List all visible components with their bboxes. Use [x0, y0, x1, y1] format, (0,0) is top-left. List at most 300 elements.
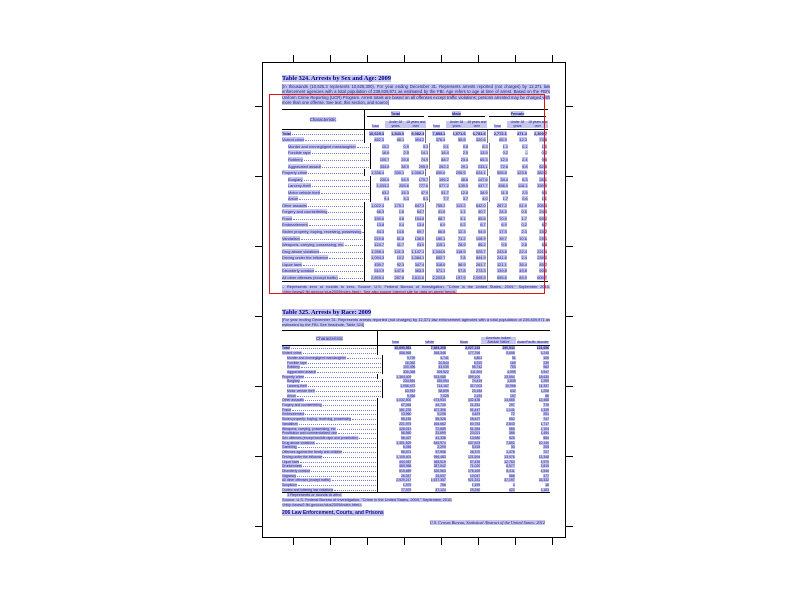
table325-row-label	[282, 394, 382, 398]
dot-leader	[298, 485, 376, 486]
table324-cell-value: 9.6	[501, 242, 507, 248]
table324-cell-value: 63.2	[381, 189, 390, 195]
table325-cell-value: 3,947	[540, 369, 550, 374]
document-page	[263, 63, 565, 537]
table325-cell-value: 23,021	[469, 431, 481, 436]
table324-cell-value: 38.9	[401, 163, 409, 169]
table325-row-label-text: Violent crime	[282, 351, 302, 356]
table325-cell-value: 2,929,217	[396, 478, 412, 483]
tick-mark-right	[566, 106, 573, 107]
table324-cell-value: 31.7	[396, 242, 405, 248]
table324-cell-value: 330.1	[394, 170, 405, 176]
table324-cell-value: 54.9	[401, 176, 409, 182]
dot-leader	[297, 396, 381, 397]
table325-cell-value: 422	[508, 487, 515, 492]
characteristic-header	[282, 331, 377, 345]
table325-cell-value: 77,979	[401, 487, 412, 492]
table325-cell-value: 330,368	[403, 369, 416, 374]
table324-cell-value: 66.8	[437, 228, 446, 234]
dot-leader	[347, 358, 381, 359]
table324-cell-value: 28.9	[457, 242, 466, 248]
dot-leader	[299, 424, 376, 425]
dot-leader	[297, 476, 376, 477]
table324-cell-value: 577.2	[439, 183, 449, 189]
tick-mark-left	[255, 316, 262, 317]
table324-cell-value: 175.1	[394, 202, 405, 208]
page-footer-source-text: U.S. Census Bureau, Statistical Abstract of the United States: 2012	[429, 520, 545, 525]
table324-cell-value: 81.8	[396, 235, 405, 241]
table324-cell-value: 25.8	[401, 156, 409, 162]
table325-row-label-text: Embezzlement	[282, 412, 305, 417]
table325-row-label	[282, 460, 377, 464]
table324-cell-value: 320.6	[475, 137, 486, 143]
table324-cell-value: 9.4	[384, 196, 390, 202]
table325-row-label	[282, 483, 377, 487]
table324-cell-value: 0.9	[403, 143, 409, 149]
table324-cell-value: 605.7	[537, 274, 547, 280]
table325-row-label-text: Property crime	[282, 374, 305, 379]
dot-leader	[338, 433, 376, 434]
table325-cell-value: 121,594	[467, 454, 481, 459]
tick-mark-bottom	[552, 538, 553, 545]
table324-cell-value: 852.7	[435, 255, 446, 261]
table324-cell-value: 85.7	[539, 261, 547, 267]
table324-cell-value: 12.0	[500, 156, 509, 162]
table325-cell-value: 72,689	[435, 426, 446, 431]
table325-cell-value: 456,965	[399, 351, 412, 356]
table325-row-label	[282, 417, 377, 421]
figure-frame	[262, 62, 566, 538]
table325-footnotes	[282, 493, 552, 508]
page-footer-section	[282, 510, 384, 516]
table324-cell-value: 6.7	[541, 222, 547, 228]
table325-cell-value: 56,427	[401, 436, 412, 441]
table325-cell-value: 845,974	[433, 440, 446, 445]
table324-cell-value: 65.3	[480, 156, 488, 162]
table324-cell-value: 47.9	[420, 189, 429, 195]
table324-row-label-text: Robbery	[288, 156, 303, 162]
table325-cell-value: 44,730	[435, 402, 446, 407]
table325-cell-value: 756	[440, 483, 446, 488]
table325-row-label-text: Burglary	[287, 379, 300, 384]
table324-cell-value: 0.2	[502, 150, 509, 156]
table325-cell-value: 10,047	[469, 473, 481, 478]
table324-cell-value: 13.8	[376, 222, 385, 228]
dot-leader	[298, 447, 376, 448]
table324-cell-value: 64.7	[416, 209, 425, 215]
table325-cell-value: 177	[543, 473, 550, 478]
table325-cell-value: 55,742	[471, 365, 483, 370]
table324-cell-value: 16.6	[381, 150, 390, 156]
table325-row-label-text: Aggravated assault	[287, 369, 317, 374]
table325-row-label	[282, 441, 377, 445]
table325-cell-value: 26,347	[401, 473, 412, 478]
table325-cell-value: 33,332	[538, 478, 550, 483]
table325-cell-value: 16,362	[405, 360, 416, 365]
table324-cell-value: 118.9	[456, 248, 466, 254]
tick-mark-left	[255, 246, 262, 247]
table325-cell-value: 161,233	[399, 407, 412, 412]
table325-cell-value: 2,194	[473, 393, 483, 398]
table325-cell-value: 1,937,357	[430, 478, 446, 483]
table324-cell-value: 38.9	[480, 189, 488, 195]
table324-row-label-text: Weapons; carrying, possessing, etc.	[282, 242, 345, 248]
table324-cell-value: 89.9	[519, 274, 527, 280]
table325-cell-value: 50,753	[469, 421, 481, 426]
table324-cell-value: 72.6	[500, 163, 509, 169]
table325-cell	[412, 488, 446, 493]
table324-cell-value: 241.6	[497, 255, 507, 261]
table324-cell-value: 1,033.2	[376, 183, 390, 189]
dot-leader	[291, 348, 376, 349]
table324-cell-value: 1,543.0	[391, 130, 405, 136]
table324-cell-value: 40.7	[478, 209, 486, 215]
table325-title	[282, 309, 371, 317]
table324-cell-value: 159.6	[374, 215, 385, 221]
table324-cell-value: 2,772.1	[493, 130, 507, 136]
table324-cell-value: 777.6	[418, 183, 429, 189]
page-footer-source	[430, 520, 545, 525]
table324-row-label-text: Drug abuse violations	[282, 248, 320, 254]
table324-cell-value: 1,288.4	[371, 248, 385, 254]
table325-row-label	[282, 370, 382, 374]
table325-cell-value: 1,975	[402, 483, 412, 488]
table324-cell-value: 55.8	[457, 137, 466, 143]
table325-cell-value: 747	[543, 417, 550, 422]
table324-cell-value: 69.2	[539, 215, 547, 221]
table-325-arrests-by-race	[282, 330, 550, 493]
table325-cell-value: 4,970	[540, 459, 550, 464]
table324-cell-value: 3.1	[460, 215, 466, 221]
table324-cell-value: 74.9	[420, 156, 429, 162]
table324-cell-value: 0.4	[398, 222, 405, 228]
group-header-text: Male	[452, 111, 461, 117]
table325-cell-value: 13,348	[538, 454, 550, 459]
table324-row-label-text: Aggravated assault	[288, 163, 322, 169]
table325-cell-value: 727	[543, 450, 550, 455]
table325-cell-value: 3,027,153	[465, 346, 481, 351]
table324-cell-value: 17.5	[499, 228, 507, 234]
table324-cell-value: 121.1	[497, 261, 507, 267]
table325-cell-value: 85,154	[401, 417, 412, 422]
sub-header-text: Under 18 years	[385, 121, 405, 128]
table324-cell-value: 695.6	[497, 274, 507, 280]
table324-cell-value: 11.5	[500, 189, 509, 195]
dot-leader	[317, 372, 381, 373]
table325-cell-value: 71,020	[469, 464, 481, 469]
table324-cell-value: 0.8	[462, 143, 469, 149]
table324-cell-value: 90.0	[539, 268, 547, 274]
table324-cell-value: 86.2	[478, 242, 486, 248]
table325-cell-value: 74,419	[471, 379, 483, 384]
table324-cell-value: 2,899.4	[371, 274, 385, 280]
table324-cell-value: 1.1	[541, 196, 547, 202]
table324-row-label-text: Driving under the influence	[282, 255, 329, 261]
table324-cell-value: 92.3	[396, 261, 405, 267]
table324-cell-value: 51.7	[441, 189, 449, 195]
table324-cell-value: 139.5	[458, 183, 469, 189]
table325-cell-value: 444,087	[399, 459, 412, 464]
table324-cell-value: 124.7	[374, 242, 385, 248]
tick-mark-right	[566, 386, 573, 387]
table324-cell-value: 462.3	[374, 137, 385, 143]
table324-row-label-text: Stolen property; buying, receiving, possessing	[282, 228, 362, 234]
table325-cell-value: 437,623	[467, 440, 481, 445]
table325-row-label	[282, 375, 377, 379]
table325-row-label	[282, 384, 382, 388]
sub-header-text: 18 years and over	[467, 120, 487, 128]
table324-cell-value: 12.3	[519, 137, 527, 143]
table325-cell-value: 1,339	[540, 407, 550, 412]
column-header	[481, 331, 515, 345]
table324-cell-value: 1,094.3	[371, 255, 385, 261]
table325-cell-value: 91	[511, 355, 516, 360]
table324-row-label-text: All other offenses (except traffic)	[282, 274, 338, 280]
table324-cell-value: 0.6	[522, 196, 528, 202]
column-header	[412, 331, 446, 345]
table325-row-label	[282, 464, 377, 468]
dot-leader	[311, 471, 376, 472]
table325-row-label-text: Motor vehicle theft	[287, 388, 315, 393]
table324-cell-value: 1,147.1	[411, 248, 425, 254]
table325-cell-value: 10,690,561	[394, 346, 412, 351]
table324-cell-value: 13.9	[480, 150, 488, 156]
table324-cell-value: 7,853.2	[432, 130, 446, 136]
table324-row-label-text: Forcible rape	[288, 150, 311, 156]
table325-row-label-text: Fraud	[282, 407, 291, 412]
table325-cell-value: 1,454	[540, 431, 550, 436]
table325-cell-value: 51,354	[469, 426, 481, 431]
table325-cell-value: 2,843	[506, 421, 515, 426]
table324-cell-value: 363.3	[414, 268, 425, 274]
table324-cell-value: 10.2	[381, 143, 390, 149]
table325-cell-value: 297	[508, 402, 515, 407]
table325-row-label	[282, 422, 377, 426]
table324-cell-value: 5.1	[422, 196, 429, 202]
footnote-line-text: Source: U.S. Federal Bureau of Investigation, "Crime in the United States, 2009," September 2010,	[282, 497, 453, 502]
table325-row-label	[282, 389, 382, 393]
sub-header-text: Under 18 years	[446, 121, 466, 128]
table325-cell-value: 57,996	[435, 450, 446, 455]
table324-cell-value: 12.8	[460, 189, 469, 195]
tick-mark-right	[566, 246, 573, 247]
table324-cell-value: 108.9	[475, 235, 486, 241]
footnote-line	[282, 503, 552, 508]
table325-cell-value: 23,184	[471, 388, 483, 393]
table324-cell-value: 255.6	[399, 183, 409, 189]
table325-row-label-text: Vandalism	[282, 421, 298, 426]
tick-mark-right	[566, 526, 573, 527]
table324-row-label-text: Burglary	[288, 176, 303, 182]
table324-cell-value: 205.3	[537, 202, 547, 208]
column-header	[447, 331, 481, 345]
table325-row-label-text: Forcible rape	[287, 360, 307, 365]
table324-cell-value: 0.2	[541, 150, 547, 156]
table325-row-label-text: Robbery	[287, 365, 300, 370]
table325-cell-value: 18,630	[538, 374, 550, 379]
table324-cell-value: 755.2	[435, 202, 446, 208]
table324-cell-value: 2.5	[462, 150, 469, 156]
table325-row-label	[282, 488, 377, 492]
table325-row-label	[282, 474, 377, 478]
table324-cell-value: 624.1	[475, 170, 486, 176]
table325-cell-value: 368,919	[433, 459, 446, 464]
table324-cell-value: 197.9	[455, 274, 466, 280]
table324-cell-value: 62.8	[539, 163, 547, 169]
table324-cell-value: 15.3	[401, 189, 409, 195]
table324-cell-value: 1.0	[541, 143, 547, 149]
table325-cell-value: 1,105,401	[396, 454, 412, 459]
column-header	[516, 331, 550, 345]
table325-row-label	[282, 445, 377, 449]
table324-cell-value: 48.6	[460, 176, 469, 182]
table324-headnote-text: [In thousands (10,625.3 represents 10,625,300). For year ending December 31. Represents arrests reported (not charges) by 12,371 law enforcement agencies with a total population of 239,839,971 as estimated by the FBI. Age refers to age at time of arrest. Based on the FBI's Uniform Crime Reporting (UCR) Program. Arrest totals are based on all offenses except traffic violations; persons arrested may be charged with more than one offense. See text, this section, and source]	[282, 84, 550, 105]
table325-cell-value: 956,483	[433, 454, 446, 459]
table325-cell-value: 1,301,629	[396, 440, 412, 445]
table325-cell-value: 166,662	[433, 421, 446, 426]
table324-footnote-text: – Represents zero or rounds to zero. Source: U.S. Federal Bureau of Investigation, "Crime in the United States, 2009," September 2010, <http://www2.fbi.gov/ucr/cius2009/index.html>. See also source Internet site for data on arrest trends.	[282, 285, 550, 294]
tick-mark-left	[255, 106, 262, 107]
table325-row-label	[282, 455, 377, 459]
table324-cell-value: 2,005.9	[472, 274, 486, 280]
table325-cell-value: 586	[508, 473, 515, 478]
table324-cell-value: 6.9	[501, 222, 507, 228]
table325-row-label-text: Suspicion	[282, 483, 297, 488]
table325-row-label	[282, 431, 377, 435]
table324-cell-value: 6.7	[480, 222, 486, 228]
table324-cell-value: 219.8	[374, 235, 385, 241]
table324-cell-value: 1.6	[398, 209, 405, 215]
table324-cell-value: 1,071.6	[452, 130, 466, 136]
table324-cell-value: 9.1	[443, 143, 449, 149]
table324-cell-value: 113.2	[456, 202, 466, 208]
dot-leader	[292, 410, 376, 411]
table324-cell-value: 1.7	[521, 215, 527, 221]
table325-cell-value: 584	[543, 436, 550, 441]
tick-mark-top	[293, 55, 294, 62]
table325-cell-value: 4,546	[540, 469, 550, 474]
table325-cell-value: 55,328	[435, 417, 446, 422]
table324-cell-value: 2.4	[521, 255, 527, 261]
group-header-text: Female	[510, 111, 525, 117]
characteristic-header-text: Characteristic	[316, 335, 343, 341]
dot-leader	[323, 405, 376, 406]
table325-cell-value: 43,039	[438, 365, 449, 370]
table325-row-label-text: Murder and nonnegligent manslaughter	[287, 355, 347, 360]
table324-cell-value: 56.9	[457, 261, 466, 267]
table325-cell-value: 399,100	[467, 374, 481, 379]
table325-cell	[378, 488, 412, 493]
tick-mark-top	[552, 55, 553, 62]
table325-cell-value: 150,544	[502, 346, 515, 351]
table325-cell-value: 221,975	[399, 421, 412, 426]
dot-leader	[316, 443, 376, 444]
table324-cell-value: 7.7	[443, 196, 449, 202]
table325-row-label-text: Other assaults	[282, 398, 304, 403]
table324-cell-value: 439.7	[374, 261, 385, 267]
table325-row-label-text: Gambling	[282, 445, 297, 450]
table325-cell-value: 1,208	[540, 388, 550, 393]
table325-row-label-text: Larceny-theft	[287, 384, 307, 389]
table324-cell-value: 1,044.6	[432, 248, 446, 254]
table325-cell-value: 37,197	[504, 478, 515, 483]
table325-cell-value: 7,029	[440, 393, 449, 398]
table324-cell-value: 9.0	[541, 189, 547, 195]
table324-row-label-text: Larceny-theft	[288, 183, 311, 189]
table324-cell-value: 9.8	[522, 163, 528, 169]
table324-cell-value: 13.4	[416, 222, 425, 228]
table324-cell-value: 24.0	[539, 209, 547, 215]
footnote-line-text: 1 Represents or rounds to zero.	[287, 493, 342, 497]
table325-cell-value: 2,290	[437, 445, 446, 450]
table325-row-label	[282, 436, 377, 440]
table324-cell-value: 93.0	[416, 242, 425, 248]
table325-cell-value: 1,032,502	[396, 398, 412, 403]
table325-row-label-text: Arson	[287, 393, 296, 398]
table324-cell-value: 1.7	[502, 196, 509, 202]
table325-cell-value: 1,199	[471, 483, 481, 488]
table325-row-label-text: Driving under the influence	[282, 454, 323, 459]
table324-row-label-text: Murder and nonnegligent manslaughter	[288, 143, 356, 149]
table325-row-label-text: Weapons; carrying, possessing, etc.	[282, 426, 337, 431]
dot-leader	[352, 419, 376, 420]
table324-cell-value: 2,611.6	[411, 274, 425, 280]
table325-row-label	[282, 450, 377, 454]
table325-cell-value: 21,251	[469, 402, 481, 407]
table324-cell-value: 437.7	[477, 183, 488, 189]
table324-cell-value: 2.4	[522, 156, 528, 162]
sub-header-text: 18 years and over	[406, 120, 426, 128]
table325-cell-value: 1,478	[506, 450, 515, 455]
table325-cell	[481, 488, 515, 493]
table324-cell-value: 382.2	[537, 170, 547, 176]
table325-cell-value: 157	[509, 393, 516, 398]
tick-mark-bottom	[404, 538, 405, 545]
table324-cell-value: 28.1	[539, 176, 547, 182]
table325-cell-value: 111,904	[470, 369, 483, 374]
table324-row-label-text: Vandalism	[282, 235, 300, 241]
table325-cell-value: 47,124	[435, 487, 446, 492]
table324-cell-value: 29.1	[539, 235, 547, 241]
table324-cell-value: 9.6	[541, 156, 547, 162]
table325-cell-value: 15,537	[435, 473, 446, 478]
table324-cell-value: 24.5	[499, 209, 507, 215]
table325-cell-value: 469,958	[399, 464, 412, 469]
table324-cell-value: 261.7	[475, 261, 486, 267]
table325-row-label-text: Forgery and counterfeiting	[282, 402, 322, 407]
column-header-text: Asian/Pacific Islander	[517, 339, 549, 344]
table325-row-label-text: Stolen property; buying, receiving, possessing	[282, 417, 352, 422]
table325-cell-value: 67,054	[401, 402, 412, 407]
tick-mark-bottom	[330, 538, 331, 545]
table324-cell-value: 2.5	[522, 189, 528, 195]
table324-cell-value: 147.6	[477, 176, 488, 182]
dot-leader	[305, 377, 376, 378]
tick-mark-top	[330, 55, 331, 62]
table325-row	[282, 488, 550, 493]
table324-title	[282, 75, 391, 83]
table325-row-label-text: Prostitution and commercialized vice	[282, 431, 338, 436]
table325-cell-value: 8,577	[506, 464, 515, 469]
table325-row-label-text: Liquor laws	[282, 459, 300, 464]
table324-cell-value: 39.7	[499, 235, 507, 241]
table325-headnote-text: [For year ending December 31. Represents arrests reported (not charges) by 12,371 law enforcement agencies with a total population of 239,839,971 as estimated by the FBI. See headnote, Table 324]	[282, 318, 550, 327]
table324-cell-value: 510.9	[374, 268, 385, 274]
dot-leader	[316, 391, 381, 392]
table324-cell-value: 73.6	[539, 137, 547, 143]
table325-cell-value: 16	[545, 483, 550, 488]
sub-header-text: Under 18 years	[507, 121, 527, 128]
